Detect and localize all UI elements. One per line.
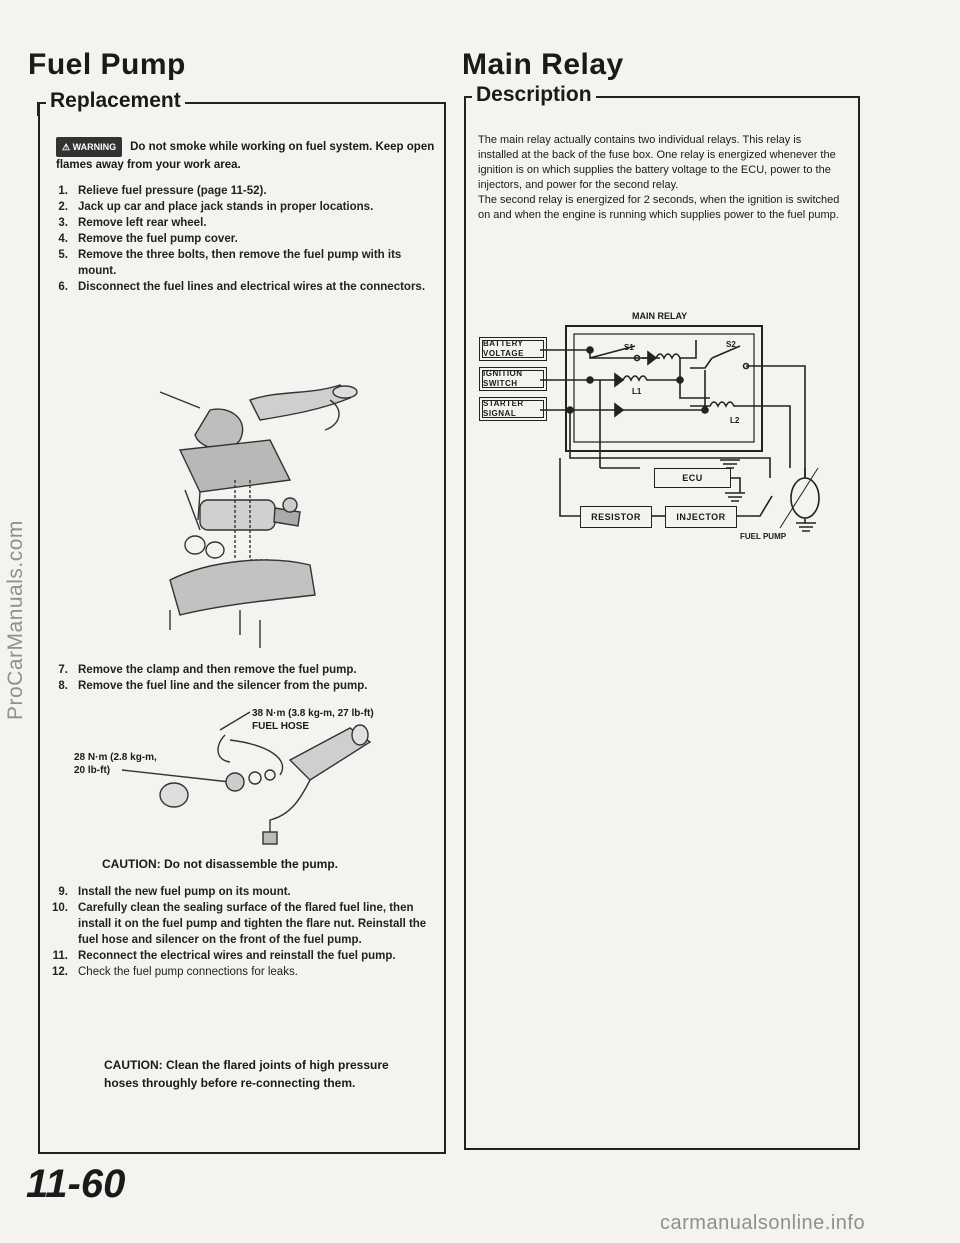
torque-label-28-cont: 20 lb-ft) <box>74 765 111 776</box>
list-item: 3. Remove left rear wheel. <box>58 217 207 229</box>
caution-flared-joints: CAUTION: Clean the flared joints of high pressure hoses throughly before re-connecting them. <box>104 1058 389 1090</box>
resistor-box: RESISTOR <box>580 506 652 528</box>
steps-list-c <box>46 884 434 980</box>
page-number: 11-60 <box>26 1162 126 1206</box>
list-item: 11. Reconnect the electrical wires and reinstall the fuel pump. <box>52 950 396 962</box>
paragraph: The second relay is energized for 2 seconds, when the ignition is switched on and when the engine is running which supplies power to the fuel pump. <box>478 194 840 221</box>
torque-label-38: 38 N·m (3.8 kg-m, 27 lb-ft) <box>252 708 374 719</box>
input-ignition-switch: IGNITION SWITCH <box>479 367 547 391</box>
page-title-main-relay: Main Relay <box>462 48 624 81</box>
list-item: 9. Install the new fuel pump on its mount. <box>58 886 291 898</box>
input-battery-voltage: BATTERY VOLTAGE <box>479 337 547 361</box>
steps-list-b <box>46 662 434 694</box>
description-frame <box>464 96 860 1150</box>
list-item: 7. Remove the clamp and then remove the fuel pump. <box>58 664 357 676</box>
list-item: 4. Remove the fuel pump cover. <box>58 233 238 245</box>
warning-badge: ⚠ WARNING <box>56 137 122 157</box>
warning-text: Do not smoke while working on fuel system. Keep open flames away from your work area. <box>56 141 435 171</box>
paragraph: The main relay actually contains two individual relays. This relay is installed at the back of the fuse box. One relay is energized whenever the ignition is on which supplies the battery voltage to the ECU, power to the injectors, and power for the second relay. <box>478 134 836 191</box>
injector-box: INJECTOR <box>665 506 737 528</box>
description-text <box>478 133 844 223</box>
list-item: 5. Remove the three bolts, then remove the fuel pump with its mount. <box>58 249 402 277</box>
section-heading-replacement: Replacement <box>46 89 185 113</box>
input-starter-signal: STARTER SIGNAL <box>479 397 547 421</box>
warning-block <box>56 137 436 173</box>
fuel-hose-label: FUEL HOSE <box>252 721 310 732</box>
bottom-watermark: carmanualsonline.info <box>660 1212 866 1234</box>
label-l1: L1 <box>632 387 642 396</box>
diagram-title: MAIN RELAY <box>632 311 688 321</box>
page-title-fuel-pump: Fuel Pump <box>28 48 186 81</box>
label-l2: L2 <box>730 416 740 425</box>
list-item: 1. Relieve fuel pressure (page 11-52). <box>58 185 267 197</box>
ecu-box: ECU <box>654 468 731 488</box>
fuel-pump-illustration <box>120 700 420 850</box>
caution-disassemble: CAUTION: Do not disassemble the pump. <box>102 857 339 871</box>
list-item: 12. Check the fuel pump connections for leaks. <box>52 966 298 978</box>
list-item: 8. Remove the fuel line and the silencer from the pump. <box>58 680 368 692</box>
steps-list-a <box>46 183 434 295</box>
fuel-pump-exploded-illustration <box>140 380 390 650</box>
list-item: 10. Carefully clean the sealing surface of the flared fuel line, then install it on the fuel pump and tighten the flare nut. Reinstall the fuel hose and silencer on the front of the fuel pump. <box>52 902 427 946</box>
list-item: 2. Jack up car and place jack stands in proper locations. <box>58 201 374 213</box>
label-s2: S2 <box>726 340 736 349</box>
side-watermark: ProCarManuals.com <box>4 520 27 720</box>
section-heading-description: Description <box>472 83 596 107</box>
label-s1: S1 <box>624 343 634 352</box>
label-fuel-pump: FUEL PUMP <box>740 532 787 541</box>
list-item: 6. Disconnect the fuel lines and electrical wires at the connectors. <box>58 281 426 293</box>
torque-label-28: 28 N·m (2.8 kg-m, <box>74 752 157 763</box>
